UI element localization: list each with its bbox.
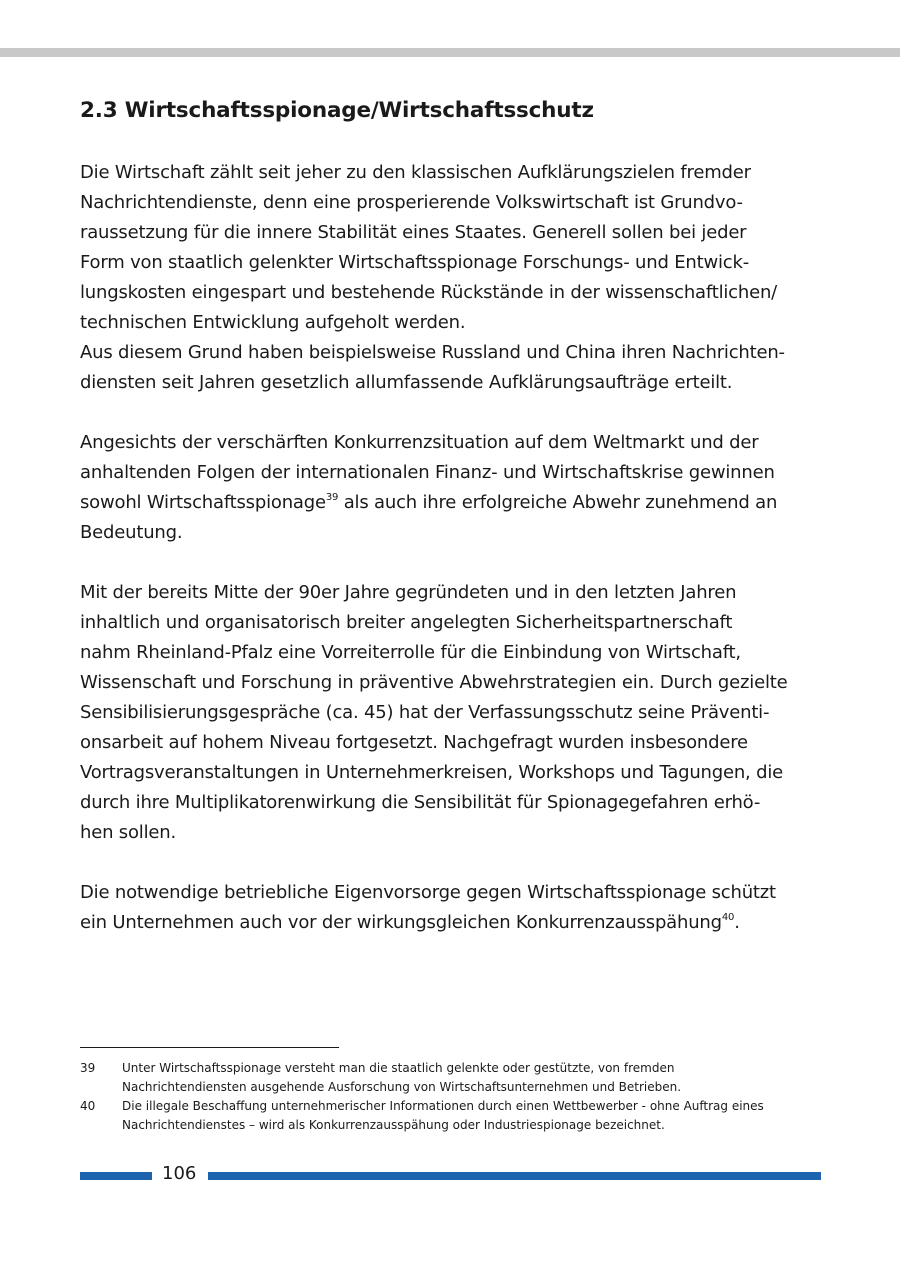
text-run: sowohl Wirtschaftsspionage: [80, 492, 326, 513]
top-rule: [0, 48, 900, 57]
footnote-text: [122, 1097, 820, 1135]
text-line: Die Wirtschaft zählt seit jeher zu den klassischen Aufklärungszielen fremder: [80, 162, 751, 183]
footnote-ref-39[interactable]: 39: [325, 492, 339, 503]
text-run: als auch ihre erfolgreiche Abwehr zunehmend an: [338, 492, 778, 513]
text-line: technischen Entwicklung aufgeholt werden.: [80, 312, 466, 333]
text-line: [80, 908, 825, 938]
footnote-line: Die illegale Beschaffung unternehmerischer Informationen durch einen Wettbewerber - ohne Auftrag eines: [122, 1099, 764, 1113]
paragraph-3: [80, 428, 825, 548]
text-line: nahm Rheinland-Pfalz eine Vorreiterrolle für die Einbindung von Wirtschaft,: [80, 642, 741, 663]
page-number: 106: [162, 1163, 197, 1184]
footer-bar-left: [80, 1172, 152, 1180]
text-line: inhaltlich und organisatorisch breiter angelegten Sicherheitspartnerschaft: [80, 612, 733, 633]
footnote-line: Nachrichtendiensten ausgehende Ausforschung von Wirtschaftsunternehmen und Betrieben.: [122, 1080, 682, 1094]
text-line: Bedeutung.: [80, 522, 183, 543]
text-line: Sensibilisierungsgespräche (ca. 45) hat der Verfassungsschutz seine Präventi-: [80, 702, 770, 723]
text-line: durch ihre Multiplikatorenwirkung die Sensibilität für Spionagegefahren erhö-: [80, 792, 761, 813]
text-line: raussetzung für die innere Stabilität eines Staates. Generell sollen bei jeder: [80, 222, 747, 243]
text-line: Mit der bereits Mitte der 90er Jahre gegründeten und in den letzten Jahren: [80, 582, 737, 603]
footnote-39: [80, 1059, 820, 1097]
text-line: anhaltenden Folgen der internationalen Finanz- und Wirtschaftskrise gewinnen: [80, 462, 775, 483]
text-line: Vortragsveranstaltungen in Unternehmerkreisen, Workshops und Tagungen, die: [80, 762, 784, 783]
footnote-number: 39: [80, 1061, 96, 1075]
text-line: Die notwendige betriebliche Eigenvorsorge gegen Wirtschaftsspionage schützt: [80, 882, 776, 903]
page-footer: [80, 1160, 821, 1188]
footnote-line: Nachrichtendienstes – wird als Konkurrenzausspähung oder Industriespionage bezeichnet.: [122, 1118, 665, 1132]
footnote-divider: [80, 1047, 339, 1048]
paragraph-2: [80, 338, 825, 398]
footnote-line: Unter Wirtschaftsspionage versteht man die staatlich gelenkte oder gestützte, von fremden: [122, 1061, 675, 1075]
text-line: Angesichts der verschärften Konkurrenzsituation auf dem Weltmarkt und der: [80, 432, 759, 453]
section-heading: 2.3 Wirtschaftsspionage/Wirtschaftsschutz: [80, 98, 594, 123]
text-line: Aus diesem Grund haben beispielsweise Russland und China ihren Nachrichten-: [80, 342, 785, 363]
text-line: [80, 488, 825, 518]
paragraph-1: [80, 158, 825, 338]
footnote-ref-40[interactable]: 40: [721, 912, 735, 923]
text-line: Nachrichtendienste, denn eine prosperierende Volkswirtschaft ist Grundvo-: [80, 192, 743, 213]
paragraph-4: [80, 578, 825, 848]
paragraph-5: [80, 878, 825, 938]
footnote-number: 40: [80, 1099, 96, 1113]
footer-bar-right: [208, 1172, 821, 1180]
text-line: lungskosten eingespart und bestehende Rückstände in der wissenschaftlichen/: [80, 282, 778, 303]
footnotes: [80, 1059, 820, 1135]
text-run: .: [734, 912, 740, 933]
text-line: diensten seit Jahren gesetzlich allumfassende Aufklärungsaufträge erteilt.: [80, 372, 733, 393]
text-line: Form von staatlich gelenkter Wirtschaftsspionage Forschungs- und Entwick-: [80, 252, 749, 273]
footnote-text: [122, 1059, 820, 1097]
footnote-40: [80, 1097, 820, 1135]
text-line: hen sollen.: [80, 822, 177, 843]
text-line: onsarbeit auf hohem Niveau fortgesetzt. Nachgefragt wurden insbesondere: [80, 732, 748, 753]
text-line: Wissenschaft und Forschung in präventive Abwehrstrategien ein. Durch gezielte: [80, 672, 788, 693]
text-run: ein Unternehmen auch vor der wirkungsgleichen Konkurrenzausspähung: [80, 912, 722, 933]
body-text: [80, 158, 825, 938]
